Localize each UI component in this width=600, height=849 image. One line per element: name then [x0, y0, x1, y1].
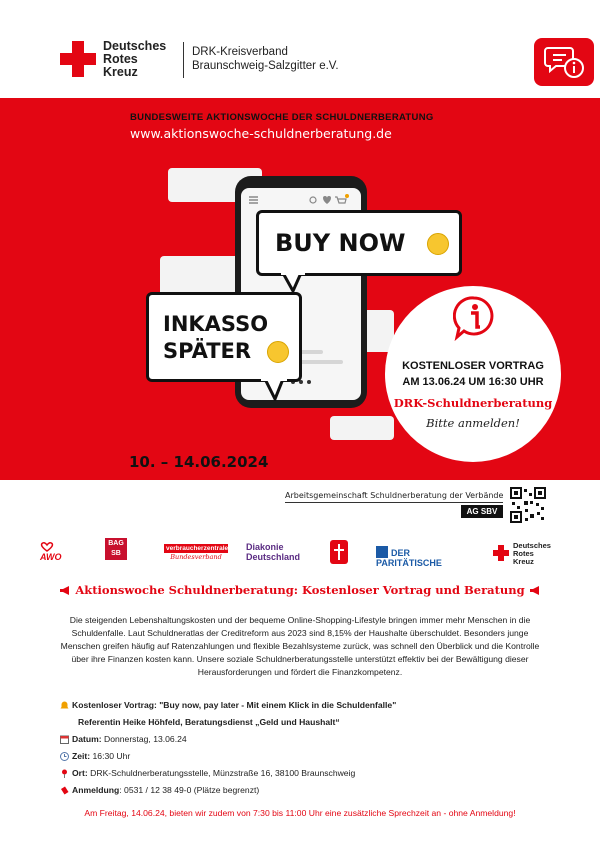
awo-logo	[40, 542, 72, 566]
bag-sb-logo	[105, 538, 131, 564]
org-line-1: Deutsches	[103, 39, 167, 53]
section-title	[0, 583, 600, 597]
footer-note: Am Freitag, 14.06.24, bieten wir zudem von 7:30 bis 11:00 Uhr eine zusätzliche Sprechzeit an - ohne Anmeldung!	[84, 808, 516, 818]
place-row	[60, 765, 550, 782]
diakonie-logo	[246, 542, 306, 562]
qr-code-icon[interactable]	[510, 487, 546, 523]
red-cross-logo-icon	[60, 41, 96, 77]
calendar-icon	[60, 735, 69, 744]
drk-small-line-2: Rotes	[513, 549, 534, 558]
megaphone-icon	[529, 586, 541, 595]
time-label: Zeit:	[72, 751, 91, 761]
inkasso-speech-bubble	[146, 292, 302, 382]
drk-wordmark	[103, 40, 166, 79]
place-value: DRK-Schuldnerberatungsstelle, Münzstraße 16, 38100 Braunschweig	[87, 768, 356, 778]
intro-paragraph: Die steigenden Lebenshaltungskosten und der bequeme Online-Shopping-Lifestyle bringen immer mehr Menschen in die Schuldenfalle. Laut Schuldneratlas der Creditreform aus 2023 sind 8,15% der Haushalte überschuldet. Besonders junge Menschen greifen häufig auf Ratenzahlungen und flexible Bezahlsysteme zurück, was schnell den Überblick und die Kontrolle über ihre Finanzen kosten kann. Unsere soziale Schuldnerberatungsstelle unterstützt effektiv bei der Bewältigung dieser Herausforderungen und fördert die Finanzkompetenz.	[60, 615, 540, 677]
circle-line-4: Bitte anmelden!	[426, 416, 520, 430]
kv-line-1: DRK-Kreisverband	[192, 46, 288, 58]
event-details	[60, 697, 550, 799]
red-cross-icon	[493, 545, 509, 561]
buy-now-speech-bubble	[256, 210, 462, 276]
inkasso-text: INKASSO	[163, 312, 269, 336]
kreisverband-name	[192, 45, 339, 73]
megaphone-icon	[59, 586, 71, 595]
shocked-face-icon	[267, 341, 289, 363]
time-row	[60, 748, 550, 765]
date-label: Datum:	[72, 734, 102, 744]
speech-tail	[281, 273, 305, 293]
signup-label: Anmeldung	[72, 785, 120, 795]
diakonie-line-2: Deutschland	[246, 552, 301, 562]
campaign-url: www.aktionswoche-schuldnerberatung.de	[130, 126, 392, 141]
diakonie-line-1: Diakonie	[246, 542, 284, 552]
bag-top: BAG	[108, 540, 124, 547]
smiley-icon	[427, 233, 449, 255]
lecture-info-circle	[385, 286, 561, 462]
paritaetische-logo	[376, 546, 470, 568]
time-value: 16:30 Uhr	[90, 751, 131, 761]
place-label: Ort:	[72, 768, 88, 778]
phone-notch	[281, 180, 321, 187]
header-divider	[183, 42, 184, 78]
agsbv-badge: AG SBV	[461, 505, 503, 518]
circle-line-1: KOSTENLOSER VORTRAG	[402, 360, 544, 372]
talk-row	[60, 697, 550, 714]
shop-header-icons	[247, 194, 355, 206]
signup-row	[60, 782, 550, 799]
bag-bottom: SB	[111, 550, 121, 557]
spaeter-text: SPÄTER	[163, 339, 252, 363]
caritas-logo-icon	[330, 540, 348, 564]
awo-text: AWO	[40, 552, 62, 562]
date-value: Donnerstag, 13.06.24	[101, 734, 187, 744]
kv-line-2: Braunschweig-Salzgitter e.V.	[192, 60, 339, 72]
pin-icon	[60, 769, 69, 778]
circle-line-2: AM 13.06.24 UM 16:30 UHR	[402, 376, 544, 388]
campaign-dates: 10. – 14.06.2024	[129, 453, 269, 471]
circle-line-3: DRK-Schuldnerberatung	[393, 396, 553, 410]
paritaet-text: DER PARITÄTISCHE	[376, 548, 442, 568]
clock-icon	[60, 752, 69, 761]
bell-icon	[60, 701, 69, 710]
speech-tail	[261, 379, 287, 401]
verbraucherzentrale-logo	[164, 544, 228, 564]
org-line-2: Rotes	[103, 52, 138, 66]
vz-top: verbraucherzentrale	[166, 545, 229, 552]
agsbv-rule	[285, 502, 503, 503]
drk-small-line-3: Kreuz	[513, 557, 534, 566]
banner-kicker: BUNDESWEITE AKTIONSWOCHE DER SCHULDNERBERATUNG	[130, 112, 434, 123]
heart-icon	[40, 542, 54, 552]
section-title-text: Aktionswoche Schuldnerberatung: Kostenloser Vortrag und Beratung	[75, 583, 525, 597]
ticket-icon	[60, 786, 69, 795]
vz-bottom: Bundesverband	[170, 553, 222, 561]
info-icon	[453, 296, 495, 348]
signup-value: : 0531 / 12 38 49-0 (Plätze begrenzt)	[119, 785, 260, 795]
header	[0, 0, 600, 98]
org-line-3: Kreuz	[103, 65, 138, 79]
speaker-row	[60, 714, 550, 731]
paritaet-square-icon	[376, 546, 388, 558]
agsbv-label: Arbeitsgemeinschaft Schuldnerberatung der Verbände	[285, 491, 504, 500]
partner-logo-row	[0, 538, 600, 574]
speaker-text: Referentin Heike Höhfeld, Beratungsdienst „Geld und Haushalt“	[78, 717, 340, 727]
talk-title: Kostenloser Vortrag: "Buy now, pay later - Mit einem Klick in die Schuldenfalle"	[72, 700, 397, 710]
chat-info-icon	[534, 38, 594, 86]
campaign-banner	[0, 98, 600, 480]
date-row	[60, 731, 550, 748]
buy-now-text: BUY NOW	[275, 229, 406, 257]
drk-small-line-1: Deutsches	[513, 541, 551, 550]
